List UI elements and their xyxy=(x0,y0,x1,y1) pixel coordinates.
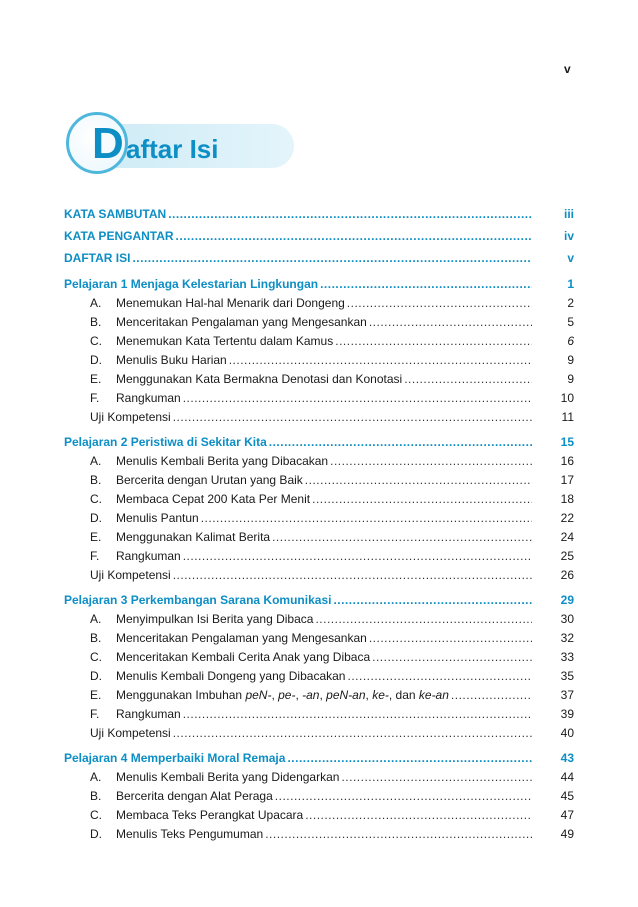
leader-dots xyxy=(347,294,532,313)
leader-dots xyxy=(320,275,532,294)
leader-dots xyxy=(183,389,532,408)
leader-dots xyxy=(369,313,532,332)
leader-dots xyxy=(269,433,532,452)
toc-entry-label: KATA PENGANTAR xyxy=(64,229,174,243)
page-number: v xyxy=(564,62,571,76)
toc-entry-page: v xyxy=(567,251,574,265)
lesson-heading[interactable]: Pelajaran 1 Menjaga Kelestarian Lingkungan ..... 1 xyxy=(64,275,574,294)
leader-dots xyxy=(347,667,532,686)
leader-dots xyxy=(183,547,532,566)
leader-dots xyxy=(173,408,532,427)
leader-dots xyxy=(275,787,532,806)
leader-dots xyxy=(265,825,532,844)
toc-entry-daftar-isi[interactable] xyxy=(64,247,574,269)
toc-item[interactable]: D. Menulis Kembali Dongeng yang Dibacakan ..... 35 xyxy=(64,667,574,686)
leader-dots xyxy=(183,705,532,724)
toc-item[interactable]: B. Menceritakan Pengalaman yang Mengesankan ..... 5 xyxy=(64,313,574,332)
toc-entry-kata-sambutan[interactable] xyxy=(64,203,574,225)
leader-dots xyxy=(330,452,532,471)
toc-item[interactable]: F. Rangkuman ..... 39 xyxy=(64,705,574,724)
leader-dots xyxy=(335,332,532,351)
leader-dots xyxy=(305,806,532,825)
toc-item[interactable]: C. Membaca Teks Perangkat Upacara ..... 47 xyxy=(64,806,574,825)
toc-entry-label: KATA SAMBUTAN xyxy=(64,207,167,221)
toc-item[interactable]: C. Membaca Cepat 200 Kata Per Menit ..... 18 xyxy=(64,490,574,509)
toc-entry-label: DAFTAR ISI xyxy=(64,251,131,265)
leader-dots xyxy=(132,247,532,269)
toc-item[interactable]: D. Menulis Buku Harian ..... 9 xyxy=(64,351,574,370)
toc-entry-page: iii xyxy=(563,207,574,221)
toc-item[interactable]: F. Rangkuman ..... 25 xyxy=(64,547,574,566)
leader-dots xyxy=(369,629,532,648)
title-initial: D xyxy=(92,119,124,168)
toc-item-label-affixes: Menggunakan Imbuhan peN-, pe-, -an, peN-an, ke-, dan ke-an xyxy=(116,688,449,702)
toc-item[interactable]: A. Menemukan Hal-hal Menarik dari Dongeng ..... 2 xyxy=(64,294,574,313)
title-text: aftar Isi xyxy=(126,134,219,164)
leader-dots xyxy=(312,490,532,509)
leader-dots xyxy=(201,509,532,528)
toc-item[interactable]: B. Bercerita dengan Alat Peraga ..... 45 xyxy=(64,787,574,806)
leader-dots xyxy=(305,471,532,490)
toc-item-uji-kompetensi[interactable]: Uji Kompetensi ..... 11 xyxy=(64,408,574,427)
toc-item-uji-kompetensi[interactable]: Uji Kompetensi ..... 26 xyxy=(64,566,574,585)
toc-item[interactable]: A. Menyimpulkan Isi Berita yang Dibaca ..... 30 xyxy=(64,610,574,629)
toc-entry-kata-pengantar[interactable] xyxy=(64,225,574,247)
toc-item[interactable]: B. Bercerita dengan Urutan yang Baik ..... 17 xyxy=(64,471,574,490)
leader-dots xyxy=(173,566,532,585)
lesson-heading[interactable]: Pelajaran 2 Peristiwa di Sekitar Kita ..... 15 xyxy=(64,433,574,452)
leader-dots xyxy=(229,351,532,370)
toc-item[interactable]: D. Menulis Pantun ..... 22 xyxy=(64,509,574,528)
toc-item[interactable]: A. Menulis Kembali Berita yang Dibacakan ..... 16 xyxy=(64,452,574,471)
toc-item[interactable]: B. Menceritakan Pengalaman yang Mengesankan ..... 32 xyxy=(64,629,574,648)
leader-dots xyxy=(404,370,532,389)
leader-dots xyxy=(287,749,532,768)
lesson-heading[interactable]: Pelajaran 4 Memperbaiki Moral Remaja ..... 43 xyxy=(64,749,574,768)
table-of-contents xyxy=(64,203,574,844)
leader-dots xyxy=(341,768,532,787)
leader-dots xyxy=(173,724,532,743)
leader-dots xyxy=(272,528,532,547)
toc-entry-page: iv xyxy=(563,229,574,243)
lesson-heading[interactable]: Pelajaran 3 Perkembangan Sarana Komunikasi ..... 29 xyxy=(64,591,574,610)
toc-item-uji-kompetensi[interactable]: Uji Kompetensi ..... 40 xyxy=(64,724,574,743)
toc-item[interactable]: F. Rangkuman ..... 10 xyxy=(64,389,574,408)
toc-item[interactable]: E. Menggunakan Kalimat Berita ..... 24 xyxy=(64,528,574,547)
leader-dots xyxy=(176,225,532,247)
toc-item[interactable]: D. Menulis Teks Pengumuman ..... 49 xyxy=(64,825,574,844)
toc-item[interactable]: C. Menceritakan Kembali Cerita Anak yang Dibaca ..... 33 xyxy=(64,648,574,667)
leader-dots xyxy=(451,686,532,705)
leader-dots xyxy=(315,610,532,629)
leader-dots xyxy=(168,203,532,225)
toc-item[interactable]: C. Menemukan Kata Tertentu dalam Kamus ..... 6 xyxy=(64,332,574,351)
page-title xyxy=(66,112,296,178)
toc-item[interactable]: E. Menggunakan Kata Bermakna Denotasi dan Konotasi ..... 9 xyxy=(64,370,574,389)
toc-item[interactable]: E. Menggunakan Imbuhan peN-, pe-, -an, peN-an, ke-, dan ke-an ..... 37 xyxy=(64,686,574,705)
leader-dots xyxy=(372,648,532,667)
leader-dots xyxy=(333,591,532,610)
toc-item[interactable]: A. Menulis Kembali Berita yang Didengarkan ..... 44 xyxy=(64,768,574,787)
